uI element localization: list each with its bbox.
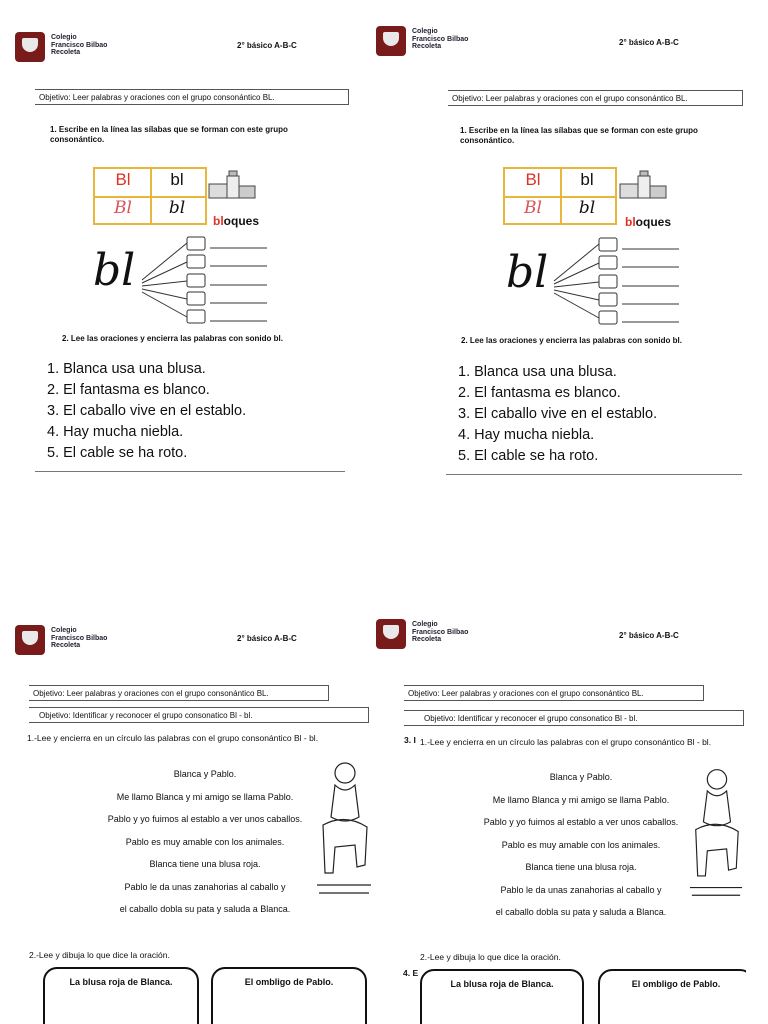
school-logo	[15, 32, 45, 62]
school-logo	[15, 625, 45, 655]
worksheet-bottom-right	[376, 619, 746, 1024]
school-name: Colegio Francisco Bilbao Recoleta	[51, 34, 108, 56]
school-logo	[376, 619, 406, 649]
syllable-upper: Bl	[525, 170, 541, 189]
blocks-icon	[616, 170, 670, 202]
instruction-2: 2. Lee las oraciones y encierra las palabras con sonido bl.	[62, 334, 283, 343]
syllable-lower: bl	[580, 170, 594, 189]
story-line: Pablo es muy amable con los animales.	[501, 839, 661, 850]
marker: 3. I	[404, 735, 416, 745]
sentence: 3. El caballo vive en el establo.	[47, 403, 247, 419]
story-line: Blanca y Pablo.	[549, 772, 613, 782]
grade-label: 2° básico A-B-C	[619, 631, 679, 640]
objective-2: Objetivo: Identificar y reconocer el grupo consonatico Bl - bl.	[404, 710, 744, 726]
divider	[446, 474, 742, 475]
worksheet-top-right	[376, 26, 746, 481]
sentence: 4. Hay mucha niebla.	[458, 427, 595, 443]
syllable-cursive-lower: bl	[168, 198, 186, 218]
instruction-1: 1.-Lee y encierra en un círculo las palabras con el grupo consonántico Bl - bl.	[27, 733, 319, 743]
school-name: Colegio Francisco Bilbao Recoleta	[51, 627, 108, 649]
story-line: Blanca tiene una blusa roja.	[525, 862, 637, 872]
instruction-1: 1.-Lee y encierra en un círculo las palabras con el grupo consonántico Bl - bl.	[420, 737, 712, 747]
story-line: Me llamo Blanca y mi amigo se llama Pablo.	[492, 794, 670, 805]
objective-2: Objetivo: Identificar y reconocer el grupo consonatico Bl - bl.	[29, 707, 369, 723]
worksheet-top-left	[15, 32, 385, 482]
grade-label: 2° básico A-B-C	[237, 41, 297, 50]
objective: Objetivo: Leer palabras y oraciones con el grupo consonántico BL.	[448, 90, 743, 106]
cursive-bl: bl	[506, 247, 549, 298]
school-logo	[376, 26, 406, 56]
horse-rider-illustration	[688, 757, 744, 907]
story-line: Me llamo Blanca y mi amigo se llama Pablo.	[116, 791, 294, 802]
sentence: 2. El fantasma es blanco.	[47, 382, 210, 398]
sentence: 1. Blanca usa una blusa.	[458, 364, 617, 380]
instruction-2: 2.-Lee y dibuja lo que dice la oración.	[29, 950, 170, 960]
cursive-bl: bl	[93, 245, 136, 296]
objective-1: Objetivo: Leer palabras y oraciones con el grupo consonántico BL.	[29, 685, 329, 701]
objective-1: Objetivo: Leer palabras y oraciones con el grupo consonántico BL.	[404, 685, 704, 701]
drawing-box-1[interactable]	[420, 969, 584, 1024]
story-text	[55, 763, 355, 921]
syllable-lines	[549, 236, 684, 331]
sentence: 3. El caballo vive en el establo.	[458, 406, 658, 422]
syllable-upper: Bl	[115, 170, 131, 189]
divider	[35, 471, 345, 472]
story-line: Pablo y yo fuimos al establo a ver unos caballos.	[483, 817, 679, 827]
sentence-list	[458, 362, 657, 467]
story-line: Pablo le da unas zanahorias al caballo y	[124, 881, 286, 892]
bloques-label: bloques	[213, 214, 260, 228]
drawing-box-label: El ombligo de Pablo.	[244, 977, 334, 987]
story-line: Pablo es muy amable con los animales.	[125, 836, 285, 847]
syllable-cursive-upper: Bl	[524, 198, 542, 218]
story-line: el caballo dobla su pata y saluda a Blanca.	[119, 904, 291, 914]
school-name: Colegio Francisco Bilbao Recoleta	[412, 621, 469, 643]
objective: Objetivo: Leer palabras y oraciones con el grupo consonántico BL.	[35, 89, 349, 105]
story-line: Pablo le da unas zanahorias al caballo y	[500, 884, 662, 895]
sentence-list	[47, 359, 246, 464]
worksheet-bottom-left	[15, 625, 385, 1024]
story-line: Pablo y yo fuimos al establo a ver unos caballos.	[107, 814, 303, 824]
story-line: Blanca y Pablo.	[173, 769, 237, 779]
sentence: 5. El cable se ha roto.	[47, 445, 188, 461]
instruction-1: 1. Escribe en la línea las sílabas que se forman con este grupo consonántico.	[460, 126, 698, 145]
instruction-2: 2. Lee las oraciones y encierra las palabras con sonido bl.	[461, 336, 682, 345]
story-line: el caballo dobla su pata y saluda a Blanca.	[495, 907, 667, 917]
instruction-1: 1. Escribe en la línea las sílabas que se forman con este grupo consonántico.	[50, 125, 288, 144]
drawing-box-label: La blusa roja de Blanca.	[450, 979, 554, 989]
syllable-lower: bl	[170, 170, 184, 189]
grade-label: 2° básico A-B-C	[237, 634, 297, 643]
sentence: 1. Blanca usa una blusa.	[47, 361, 206, 377]
school-name: Colegio Francisco Bilbao Recoleta	[412, 28, 469, 50]
sentence: 4. Hay mucha niebla.	[47, 424, 184, 440]
drawing-box-label: El ombligo de Pablo.	[631, 979, 721, 989]
instruction-2: 2.-Lee y dibuja lo que dice la oración.	[420, 952, 561, 962]
drawing-box-label: La blusa roja de Blanca.	[69, 977, 173, 987]
horse-rider-illustration	[315, 755, 373, 900]
grade-label: 2° básico A-B-C	[619, 38, 679, 47]
story-line: Blanca tiene una blusa roja.	[149, 859, 261, 869]
marker: 4. E	[403, 968, 419, 978]
bloques-label: bloques	[625, 215, 672, 229]
sentence: 2. El fantasma es blanco.	[458, 385, 621, 401]
syllable-cursive-upper: Bl	[114, 198, 132, 218]
drawing-box-1[interactable]	[43, 967, 199, 1024]
drawing-box-2[interactable]	[598, 969, 746, 1024]
blocks-icon	[205, 170, 259, 202]
syllable-lines	[137, 235, 272, 330]
drawing-box-2[interactable]	[211, 967, 367, 1024]
syllable-cursive-lower: bl	[578, 198, 596, 218]
story-text	[431, 766, 731, 924]
sentence: 5. El cable se ha roto.	[458, 448, 599, 464]
